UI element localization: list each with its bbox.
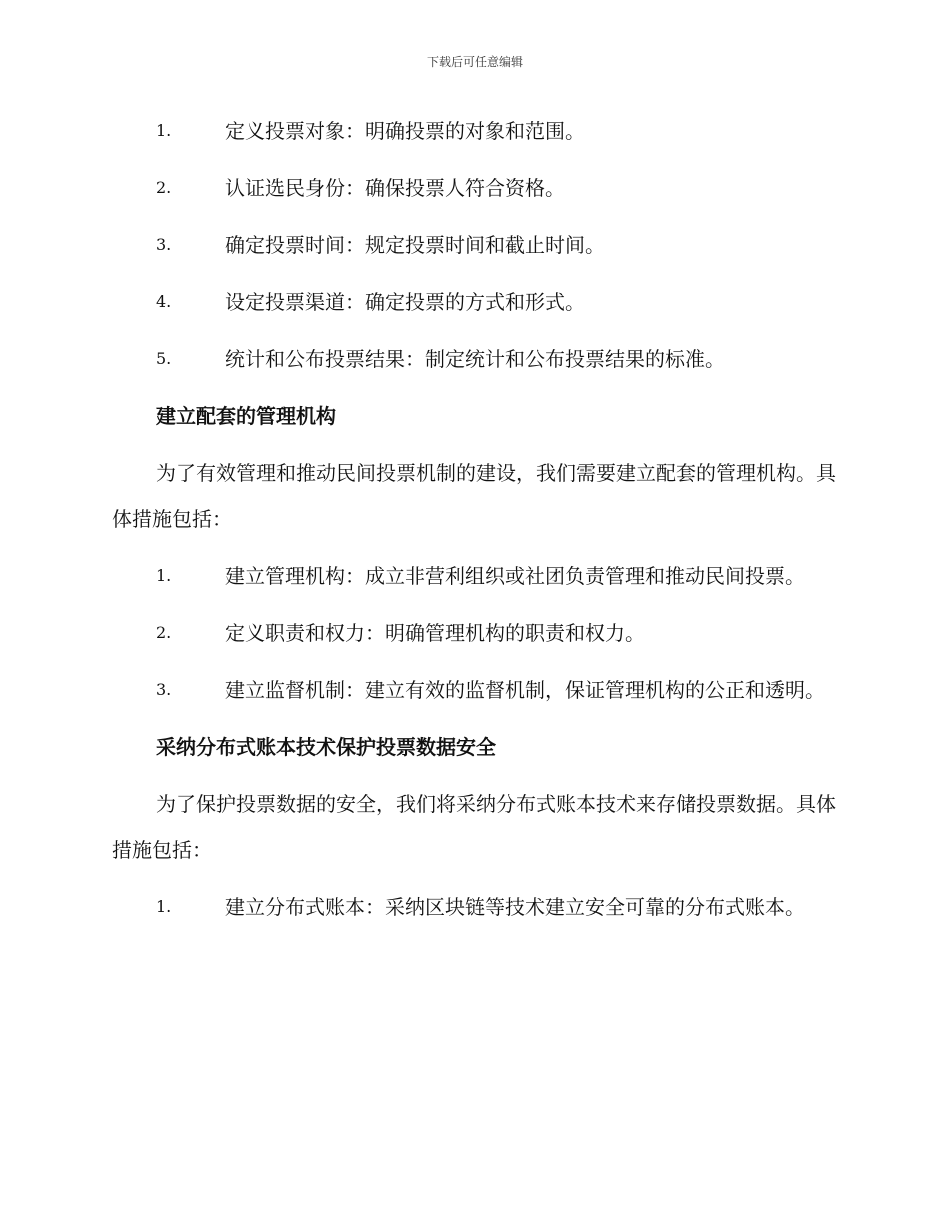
section-intro-management: 为了有效管理和推动民间投票机制的建设，我们需要建立配套的管理机构。具体措施包括： xyxy=(112,461,836,531)
list-item xyxy=(112,165,836,211)
list-item xyxy=(112,553,836,599)
list-item-text: 建立监督机制：建立有效的监督机制，保证管理机构的公正和透明。 xyxy=(225,678,825,702)
list-item-number: 1. xyxy=(156,897,172,916)
list-item-text: 建立管理机构：成立非营利组织或社团负责管理和推动民间投票。 xyxy=(225,564,805,588)
list-item-text: 认证选民身份：确保投票人符合资格。 xyxy=(225,176,565,200)
list-item xyxy=(112,279,836,325)
list-item-number: 2. xyxy=(156,178,172,197)
section-heading-management: 建立配套的管理机构 xyxy=(156,404,336,428)
list-item-number: 1. xyxy=(156,566,172,585)
list-item-text: 定义投票对象：明确投票的对象和范围。 xyxy=(225,119,585,143)
list-item-text: 确定投票时间：规定投票时间和截止时间。 xyxy=(225,233,605,257)
list-item xyxy=(112,884,836,930)
list-item-number: 4. xyxy=(156,292,172,311)
list-item-text: 建立分布式账本：采纳区块链等技术建立安全可靠的分布式账本。 xyxy=(225,895,805,919)
list-item-number: 2. xyxy=(156,623,172,642)
list-item-text: 设定投票渠道：确定投票的方式和形式。 xyxy=(225,290,585,314)
page-header: 下载后可任意编辑 xyxy=(426,55,523,69)
list-item xyxy=(112,610,836,656)
section-heading-ledger: 采纳分布式账本技术保护投票数据安全 xyxy=(156,735,496,759)
list-item xyxy=(112,336,836,382)
list-item-number: 1. xyxy=(156,121,172,140)
list-item xyxy=(112,108,836,154)
list-item-number: 3. xyxy=(156,680,172,699)
document-body xyxy=(112,108,836,941)
list-item-number: 3. xyxy=(156,235,172,254)
section-intro-ledger: 为了保护投票数据的安全，我们将采纳分布式账本技术来存储投票数据。具体措施包括： xyxy=(112,792,836,862)
list-item-text: 定义职责和权力：明确管理机构的职责和权力。 xyxy=(225,621,645,645)
list-item xyxy=(112,222,836,268)
list-item-number: 5. xyxy=(156,349,172,368)
list-item-text: 统计和公布投票结果：制定统计和公布投票结果的标准。 xyxy=(225,347,725,371)
list-item xyxy=(112,667,836,713)
